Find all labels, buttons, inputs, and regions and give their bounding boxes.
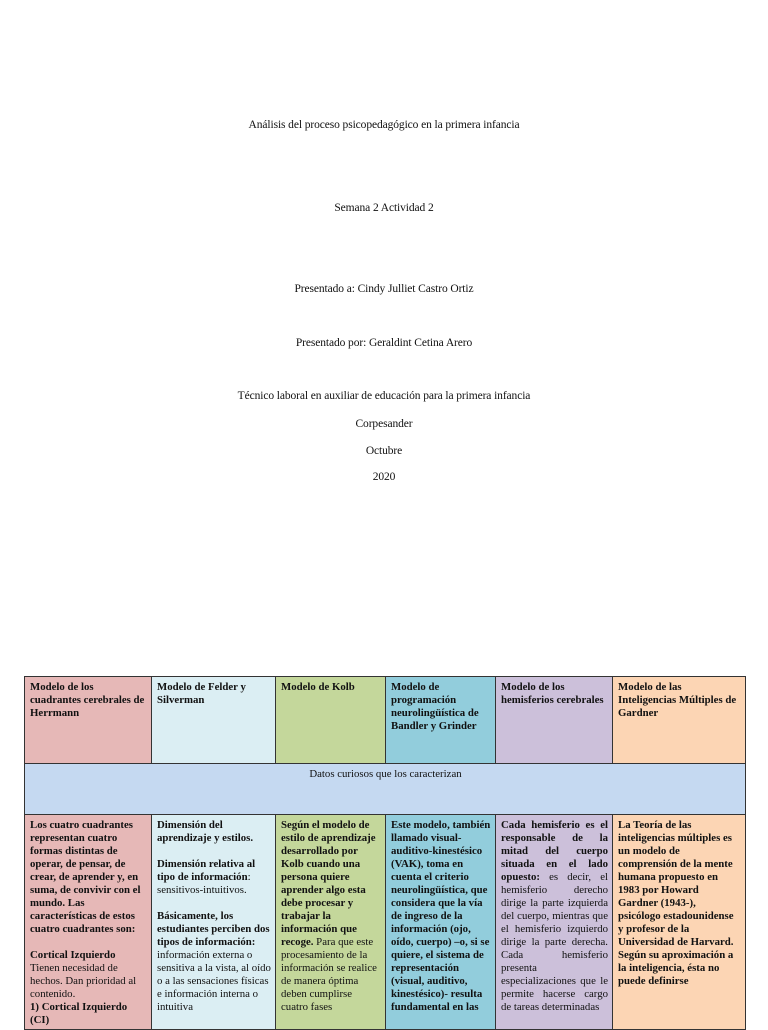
header-kolb: Modelo de Kolb [276, 677, 386, 764]
felder-p2-bold: Dimensión relativa al tipo de información [157, 858, 256, 883]
header-hemisferios: Modelo de los hemisferios cerebrales [496, 677, 613, 764]
felder-p2 [157, 858, 271, 897]
herrmann-sub1-text: Tienen necesidad de hechos. Dan prioridad al contenido. [30, 962, 137, 1000]
cover-year: 2020 [372, 471, 396, 483]
felder-p1: Dimensión del aprendizaje y estilos. [157, 819, 254, 844]
herrmann-sub1: Cortical Izquierdo [30, 949, 116, 961]
cover-activity: Semana 2 Actividad 2 [334, 202, 434, 214]
header-felder-silverman: Modelo de Felder y Silverman [152, 677, 276, 764]
herrmann-sub2: 1) Cortical Izquierdo (CI) [30, 1001, 128, 1026]
banner-title: Datos curiosos que los caracterizan [25, 764, 746, 815]
felder-p2-rest: : sensitivos-intuitivos. [157, 871, 251, 896]
cover-title: Análisis del proceso psicopedagógico en la primera infancia [248, 119, 520, 131]
cover-program: Técnico laboral en auxiliar de educación para la primera infancia [237, 390, 531, 402]
herrmann-intro: Los cuatro cuadrantes representan cuatro formas distintas de operar, de pensar, de crear, de aprender y, en suma, de convivir con el mundo. Las características de estos cuatro cuadrantes son: [30, 819, 141, 935]
header-pnl: Modelo de programación neurolingüística de Bandler y Grinder [386, 677, 496, 764]
header-herrmann: Modelo de los cuadrantes cerebrales de Herrmann [25, 677, 152, 764]
cell-hemisferios [496, 815, 613, 1030]
header-row [25, 677, 746, 764]
cover-presented-to: Presentado a: Cindy Julliet Castro Ortiz [294, 283, 474, 295]
models-table [24, 676, 746, 1030]
felder-p3-rest: información externa o sensitiva a la vista, al oído o a las sensaciones físicas e información interna o intuitiva [157, 949, 271, 1013]
cell-herrmann [25, 815, 152, 1030]
cover-presented-by: Presentado por: Geraldint Cetina Arero [295, 337, 473, 349]
hemisferios-text [501, 819, 608, 1014]
cell-felder-silverman [152, 815, 276, 1030]
cover-month: Octubre [365, 445, 403, 457]
cell-pnl [386, 815, 496, 1030]
cell-kolb [276, 815, 386, 1030]
kolb-text [281, 819, 381, 1014]
header-gardner: Modelo de las Inteligencias Múltiples de Gardner [613, 677, 746, 764]
cover-institution: Corpesander [355, 418, 413, 430]
gardner-text: La Teoría de las inteligencias múltiples es un modelo de comprensión de la mente humana propuesto en 1983 por Howard Gardner (1943-), psicólogo estadounidense y profesor de la Universidad de Harvard. Según su aproximación a la inteligencia, ésta no puede definirse [618, 819, 734, 987]
cell-gardner [613, 815, 746, 1030]
pnl-text: Este modelo, también llamado visual-auditivo-kinestésico (VAK), toma en cuenta el criterio neurolingüística, que considera que la vía de ingreso de la información (ojo, oído, cuerpo) –o, si se quiere, el sistema de representación (visual, auditivo, kinestésico)- resulta fundamental en las [391, 819, 491, 1013]
kolb-bold: Según el modelo de estilo de aprendizaje desarrollado por Kolb cuando una persona quiere aprender algo esta debe procesar y trabajar la información que recoge. [281, 819, 376, 948]
felder-p3-bold: Básicamente, los estudiantes perciben dos tipos de información: [157, 910, 270, 948]
hemisferios-rest: es decir, el hemisferio derecho dirige la parte izquierda del cuerpo, mientras que el hemisferio izquierdo dirige la parte derecha. Cada hemisferio presenta especializaciones que le permite hacerse cargo de tareas determinadas [501, 871, 608, 1013]
hemisferios-bold: Cada hemisferio es el responsable de la mitad del cuerpo situada en el lado opuesto: [501, 819, 608, 883]
kolb-rest: Para que este procesamiento de la información se realice de manera óptima deben cumplirse cuatro fases [281, 936, 377, 1013]
body-row [25, 815, 746, 1030]
felder-p3 [157, 910, 271, 1014]
banner-row [25, 764, 746, 815]
